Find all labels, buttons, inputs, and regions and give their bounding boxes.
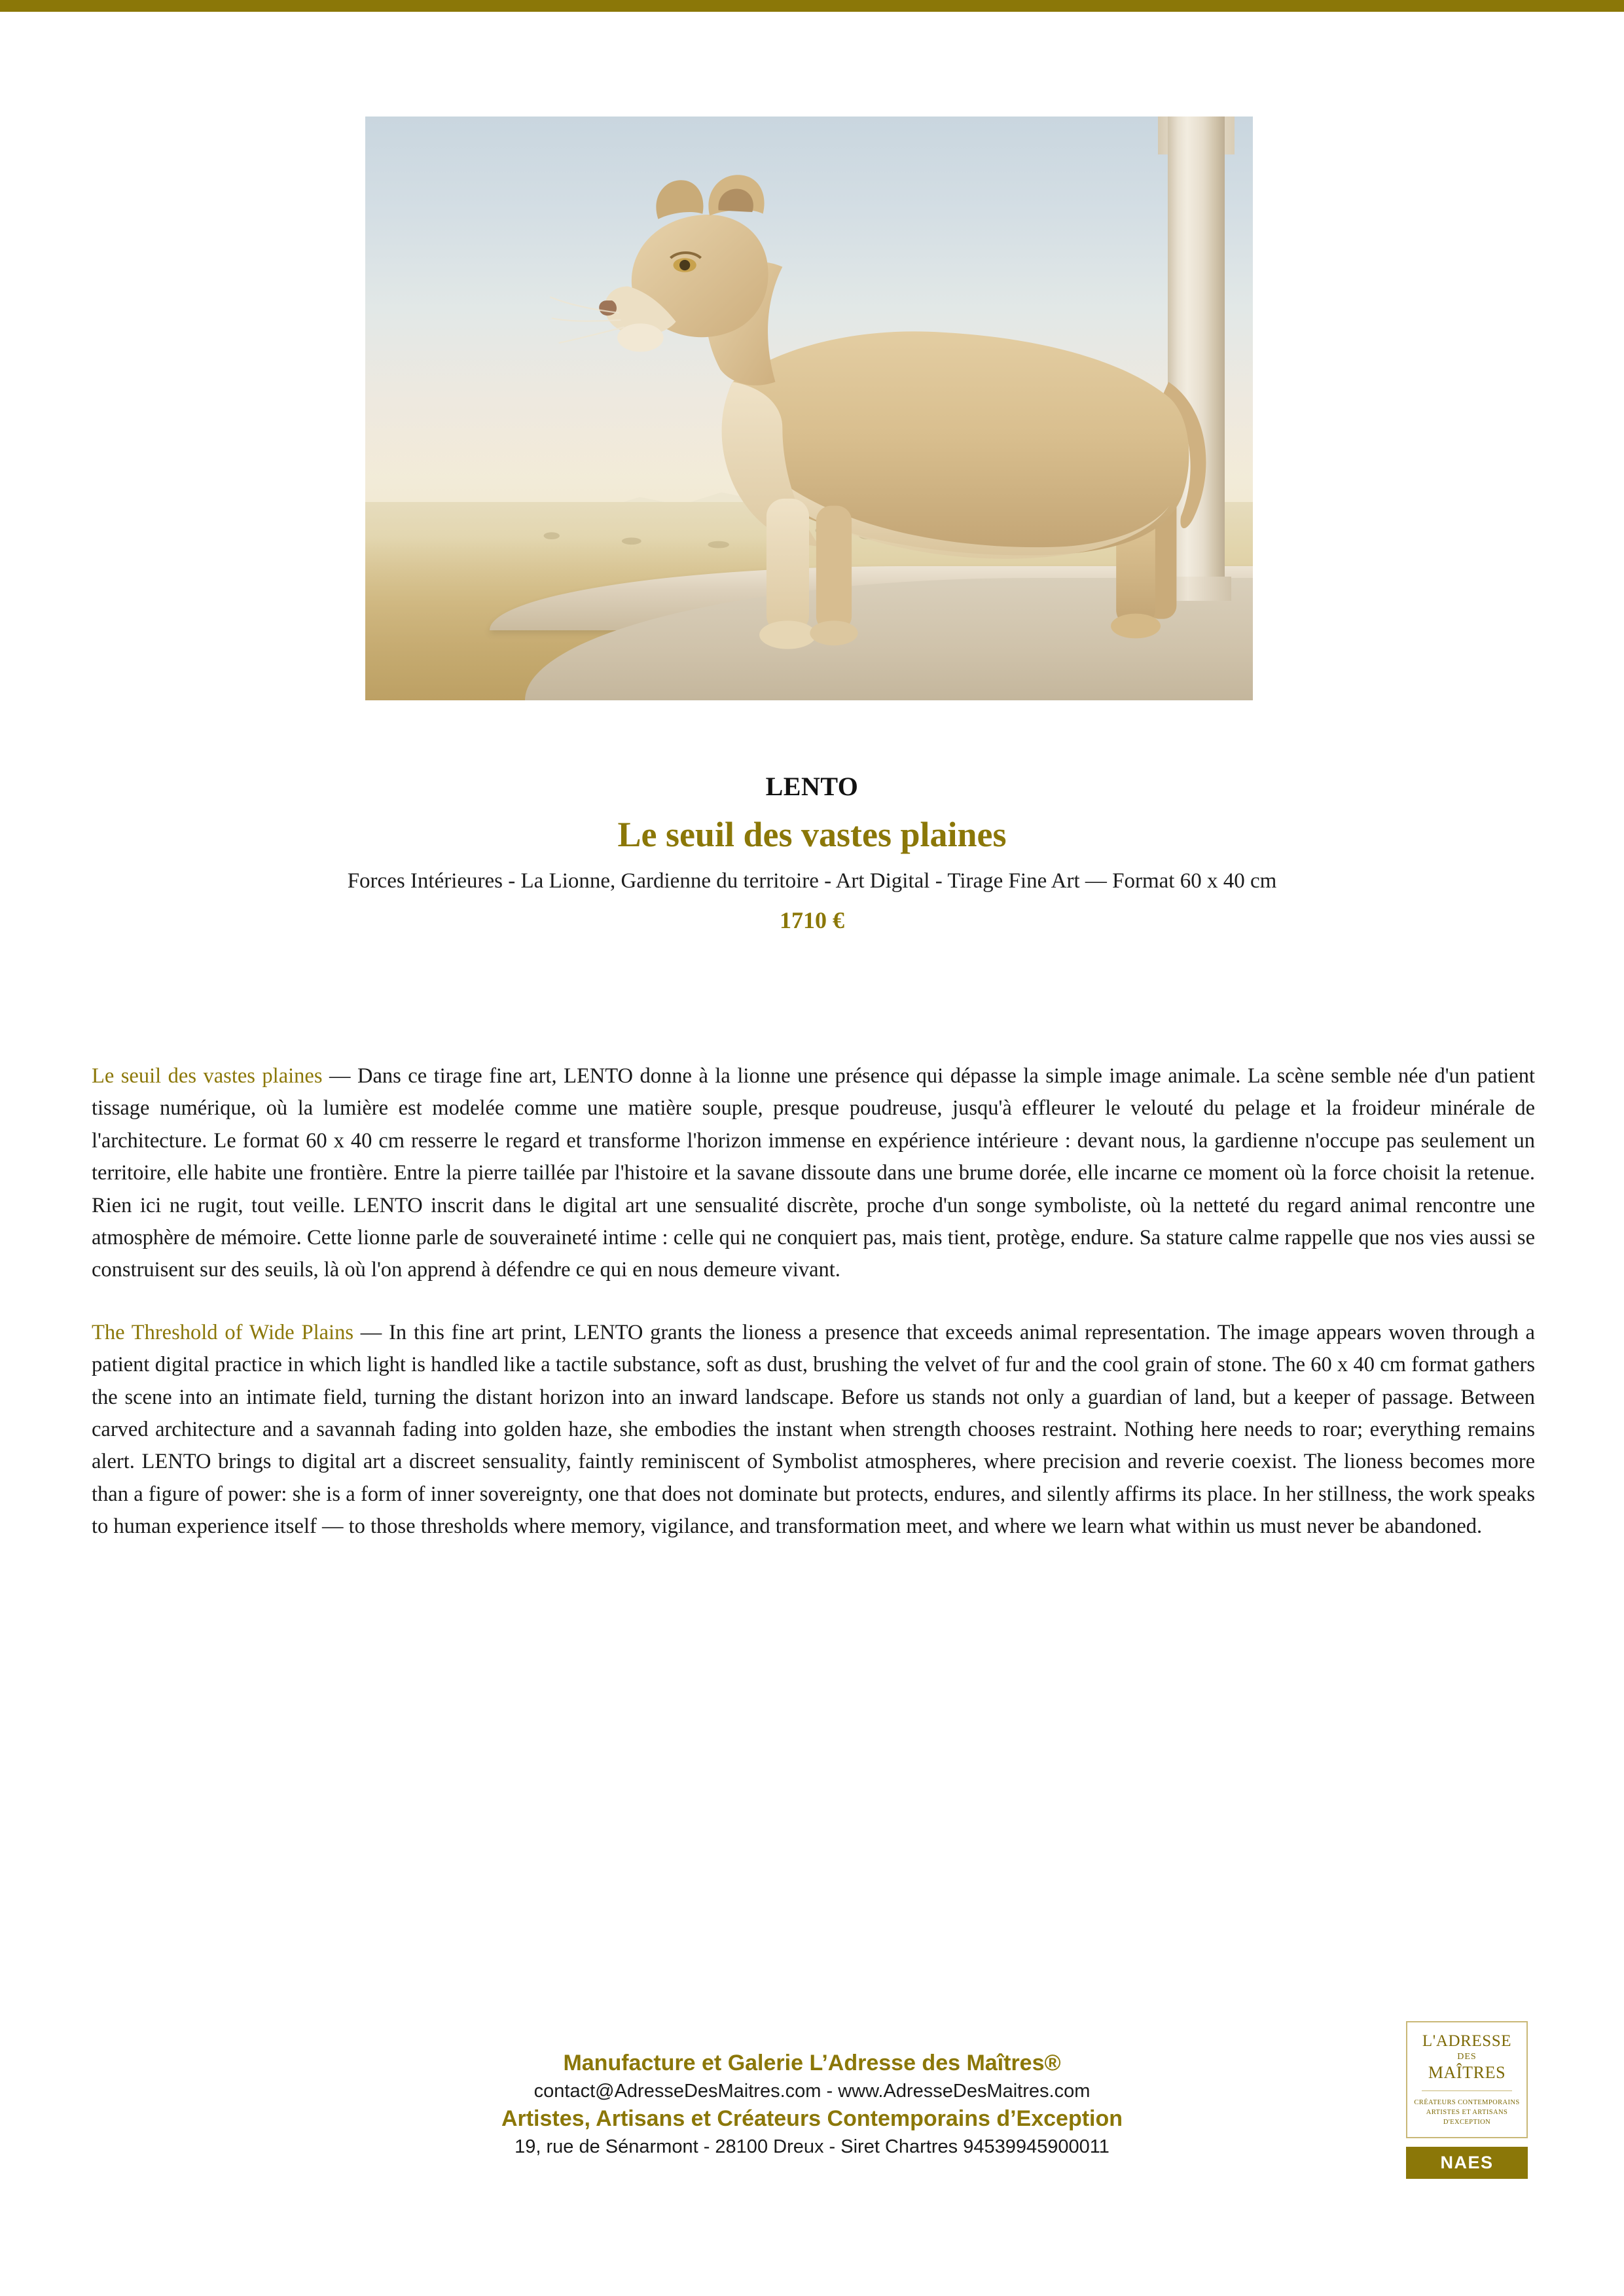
artist-name: LENTO bbox=[765, 772, 859, 801]
footer-contact-block bbox=[0, 2049, 1624, 2160]
lioness-figure bbox=[365, 117, 1253, 700]
work-subtitle: Forces Intérieures - La Lionne, Gardienne du territoire - Art Digital - Tirage Fine Art — Format 60 x 40 cm bbox=[347, 869, 1277, 893]
description-lead-fr: Le seuil des vastes plaines bbox=[92, 1064, 323, 1088]
description-paragraph-fr bbox=[92, 1060, 1535, 1287]
logo-divider bbox=[1422, 2090, 1512, 2091]
description-body-fr: — Dans ce tirage fine art, LENTO donne à la lionne une présence qui dépasse la simple image animale. La scène semble née d'un patient tissage numérique, où la lumière est modelée comme une matière souple, presque poudreuse, jusqu'à effleurer le velouté du pelage et la froideur minérale de l'architecture. Le format 60 x 40 cm resserre le regard et transforme l'horizon immense en expérience intérieure : devant nous, la gardienne n'occupe pas seulement un territoire, elle habite une frontière. Entre la pierre taillée par l'histoire et la savane dissoute dans une brume dorée, elle incarne ce moment où la force choisit la retenue. Rien ici ne rugit, tout veille. LENTO inscrit dans le digital art une sensualité discrète, proche d'un songe symboliste, où la netteté du regard animal rencontre une atmosphère de mémoire. Cette lionne parle de souveraineté intime : celle qui ne conquiert pas, mais tient, protège, endure. Sa stature calme rappelle que nos vies aussi se construisent sur des seuils, là où l'on apprend à défendre ce qui en nous demeure vivant. bbox=[92, 1064, 1536, 1282]
footer-contact-line[interactable]: contact@AdresseDesMaitres.com - www.AdresseDesMaitres.com bbox=[533, 2080, 1091, 2102]
logo-line-des: DES bbox=[1457, 2052, 1477, 2062]
top-gold-rule bbox=[0, 0, 1624, 12]
logo-card bbox=[1406, 2021, 1528, 2138]
footer-company-name: Manufacture et Galerie L’Adresse des Maîtres® bbox=[563, 2051, 1061, 2075]
footer-tagline: Artistes, Artisans et Créateurs Contemporains d’Exception bbox=[501, 2106, 1123, 2132]
artwork-image bbox=[365, 117, 1253, 700]
logo-subtitle-line-2: ARTISTES ET ARTISANS bbox=[1426, 2109, 1508, 2117]
logo-line-maitres: MAÎTRES bbox=[1428, 2063, 1506, 2083]
title-block bbox=[0, 772, 1624, 935]
artwork-figure bbox=[365, 117, 1253, 700]
naes-badge: NAES bbox=[1406, 2147, 1528, 2179]
brand-logo-block bbox=[1406, 2021, 1528, 2179]
footer-address-line: 19, rue de Sénarmont - 28100 Dreux - Siret Chartres 94539945900011 bbox=[514, 2136, 1110, 2157]
description-lead-en: The Threshold of Wide Plains bbox=[92, 1320, 353, 1344]
work-title: Le seuil des vastes plaines bbox=[617, 815, 1007, 854]
logo-subtitle-line-1: CRÉATEURS CONTEMPORAINS bbox=[1414, 2098, 1520, 2106]
description-paragraph-en bbox=[92, 1317, 1535, 1543]
description-block bbox=[92, 1060, 1535, 1543]
logo-subtitle-line-3: D'EXCEPTION bbox=[1443, 2119, 1491, 2126]
work-price: 1710 € bbox=[780, 906, 844, 933]
description-body-en: — In this fine art print, LENTO grants the lioness a presence that exceeds animal representation. The image appears woven through a patient digital practice in which light is handled like a tactile substance, soft as dust, brushing the velvet of fur and the cool grain of stone. The 60 x 40 cm format gathers the scene into an intimate field, turning the distant horizon into an inward landscape. Before us stands not only a guardian of land, but a keeper of passage. Between carved architecture and a savannah fading into golden haze, she embodies the instant when strength chooses restraint. Nothing here needs to roar; everything remains alert. LENTO brings to digital art a discreet sensuality, faintly reminiscent of Symbolist atmospheres, where precision and reverie coexist. The lioness becomes more than a figure of power: she is a form of inner sovereignty, one that does not dominate but protects, endures, and silently affirms its place. In her stillness, the work speaks to human experience itself — to those thresholds where memory, vigilance, and transformation meet, and where we learn what within us must never be abandoned. bbox=[92, 1320, 1535, 1539]
logo-line-adresse: L'ADRESSE bbox=[1422, 2032, 1512, 2050]
